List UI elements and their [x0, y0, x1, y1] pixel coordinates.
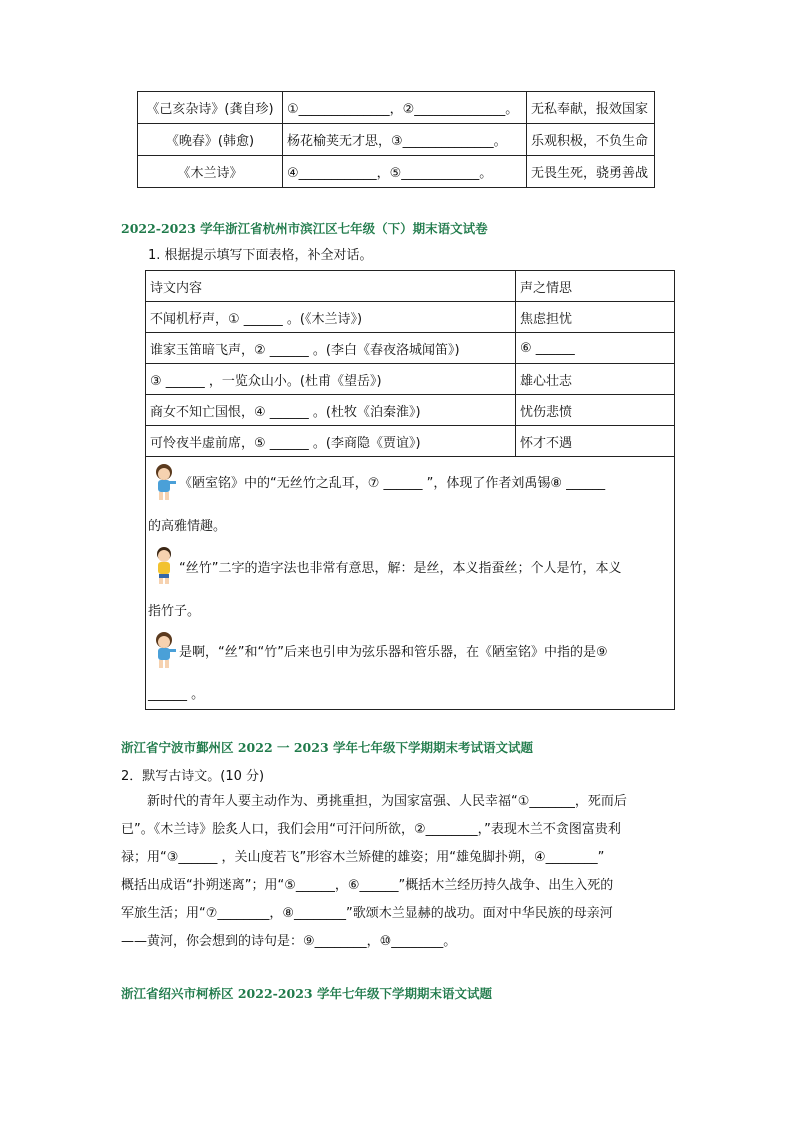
dialog-line: 指竹子。: [148, 604, 201, 619]
girl-avatar-icon: [151, 630, 177, 670]
table-cell: 怀才不遇: [515, 426, 674, 457]
boy-avatar-icon: [151, 545, 177, 585]
section-heading: 浙江省绍兴市柯桥区 2022-2023 学年七年级下学期期末语文试题: [121, 986, 492, 1001]
dialog-line: “丝竹”二字的造字法也非常有意思，解：是丝，本义指蚕丝；个人是竹，本义: [179, 561, 622, 576]
poem-table: [137, 91, 655, 188]
table-row: [138, 156, 655, 188]
passage-line: ——黄河，你会想到的诗句是：⑨________，⑩________。: [121, 934, 457, 949]
dialog-line: 的高雅情趣。: [148, 519, 227, 534]
column-header: 诗文内容: [146, 271, 516, 302]
dialog-line: ______ 。: [148, 687, 205, 702]
table-cell: 商女不知亡国恨，④ ______ 。(杜牧《泊秦淮》): [146, 395, 516, 426]
poem-emotion: 乐观积极，不负生命: [527, 124, 655, 156]
poem-content: ④____________，⑤____________。: [283, 156, 527, 188]
poem-source: 《己亥杂诗》(龚自珍): [138, 92, 283, 124]
dialog-row: [146, 457, 675, 710]
column-header: 声之情思: [515, 271, 674, 302]
table-cell: 雄心壮志: [515, 364, 674, 395]
passage: [121, 788, 673, 956]
table-header-row: [146, 271, 675, 302]
table-row: [146, 302, 675, 333]
passage-line: 新时代的青年人要主动作为、勇挑重担，为国家富强、人民幸福“①_______，死而后: [147, 794, 627, 809]
question-text: 2．默写古诗文。(10 分): [121, 769, 265, 784]
poem-emotion: 无私奉献，报效国家: [527, 92, 655, 124]
table-cell: 不闻机杼声，① ______ 。(《木兰诗》): [146, 302, 516, 333]
table-cell: ③ ______ ，一览众山小。(杜甫《望岳》): [146, 364, 516, 395]
passage-line: 军旅生活；用“⑦________，⑧________”歌颂木兰显赫的战功。面对中华民族的母亲河: [121, 906, 613, 921]
table-row: [146, 395, 675, 426]
passage-line: 禄；用“③______ ，关山度若飞”形容木兰矫健的雄姿；用“雄兔脚扑朔，④________”: [121, 850, 605, 865]
table-cell: 焦虑担忧: [515, 302, 674, 333]
poem-content: ①______________，②______________。: [283, 92, 527, 124]
fill-table: [145, 270, 675, 710]
table-row: [138, 124, 655, 156]
table-cell: ⑥ ______: [515, 333, 674, 364]
table-row: [146, 333, 675, 364]
poem-content: 杨花榆荚无才思，③______________。: [283, 124, 527, 156]
passage-line: 概括出成语“扑朔迷离”；用“⑤______，⑥______”概括木兰经历持久战争、出生入死的: [121, 878, 614, 893]
table-row: [146, 426, 675, 457]
table-row: [138, 92, 655, 124]
poem-source: 《木兰诗》: [138, 156, 283, 188]
passage-line: 已”。《木兰诗》脍炙人口，我们会用“可汗问所欲，②________，”表现木兰不贪图富贵利: [121, 822, 621, 837]
section-heading: 2022-2023 学年浙江省杭州市滨江区七年级（下）期末语文试卷: [121, 221, 488, 236]
dialog-line: 《陋室铭》中的“无丝竹之乱耳，⑦ ______ ”，体现了作者刘禹锡⑧ ______: [179, 476, 606, 491]
question-text: 1. 根据提示填写下面表格，补全对话。: [148, 248, 373, 263]
table-cell: 忧伤悲愤: [515, 395, 674, 426]
table-cell: 谁家玉笛暗飞声，② ______ 。(李白《春夜洛城闻笛》): [146, 333, 516, 364]
dialog-cell: [146, 457, 675, 710]
poem-source: 《晚春》(韩愈): [138, 124, 283, 156]
girl-avatar-icon: [151, 462, 177, 502]
table-cell: 可怜夜半虚前席，⑤ ______ 。(李商隐《贾谊》): [146, 426, 516, 457]
poem-emotion: 无畏生死，骁勇善战: [527, 156, 655, 188]
dialog-line: 是啊，“丝”和“竹”后来也引申为弦乐器和管乐器，在《陋室铭》中指的是⑨: [179, 645, 608, 660]
table-row: [146, 364, 675, 395]
section-heading: 浙江省宁波市鄞州区 2022 一 2023 学年七年级下学期期末考试语文试题: [121, 740, 533, 755]
